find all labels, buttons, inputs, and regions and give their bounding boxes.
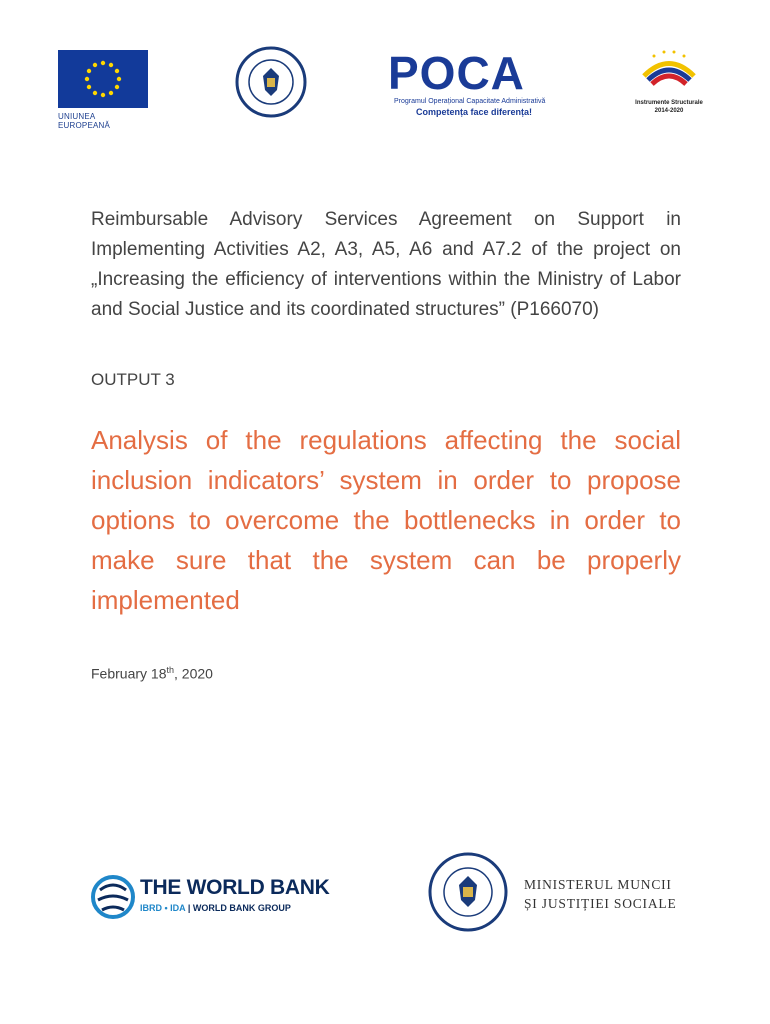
structural-instruments-icon (624, 46, 714, 96)
output-label: OUTPUT 3 (91, 370, 175, 389)
instruments-caption-line1: Instrumente Structurale (635, 100, 703, 106)
document-title: Analysis of the regulations affecting the social inclusion indicators’ system in order to propose options to overcome the bottlenecks in order to make sure that the system can be properly implemented (91, 425, 681, 615)
ministry-line2: ȘI JUSTIȚIEI SOCIALE (524, 896, 677, 911)
world-bank-subtitle (140, 903, 291, 913)
world-bank-name: THE WORLD BANK (140, 876, 330, 899)
eu-caption: UNIUNEA EUROPEANĂ (58, 112, 111, 130)
world-bank-group-label: | WORLD BANK GROUP (185, 903, 291, 913)
ministry-line1: MINISTERUL MUNCII (524, 877, 672, 892)
document-date (91, 665, 213, 682)
poca-wordmark: POCA (388, 47, 525, 99)
government-seal-icon (235, 46, 307, 118)
date-ordinal: th (166, 665, 174, 675)
eu-logo (58, 50, 148, 130)
date-prefix: February 18 (91, 665, 167, 682)
globe-icon (90, 872, 136, 922)
ministry-name (524, 875, 677, 913)
world-bank-logo (90, 870, 330, 925)
eu-flag-icon (58, 50, 148, 108)
instruments-caption-line2: 2014-2020 (654, 108, 684, 114)
romanian-government-seal-top (235, 46, 307, 118)
structural-instruments-logo (624, 46, 714, 118)
poca-slogan: Competența face diferența! (416, 107, 533, 117)
government-seal-icon (428, 852, 508, 932)
ibrd-ida-label: IBRD • IDA (140, 903, 186, 913)
poca-logo (388, 47, 558, 120)
agreement-intro: Reimbursable Advisory Services Agreement on Support in Implementing Activities A2, A3, A5, A6 and A7.2 of the project on „Increasing the efficiency of interventions within the Ministry of Labor and Social Justice and its coordinated structures” (P166070) (91, 209, 681, 320)
poca-program-name: Programul Operațional Capacitate Administrativă (394, 98, 546, 105)
date-year: , 2020 (174, 665, 213, 682)
romanian-government-seal-bottom (428, 852, 508, 932)
